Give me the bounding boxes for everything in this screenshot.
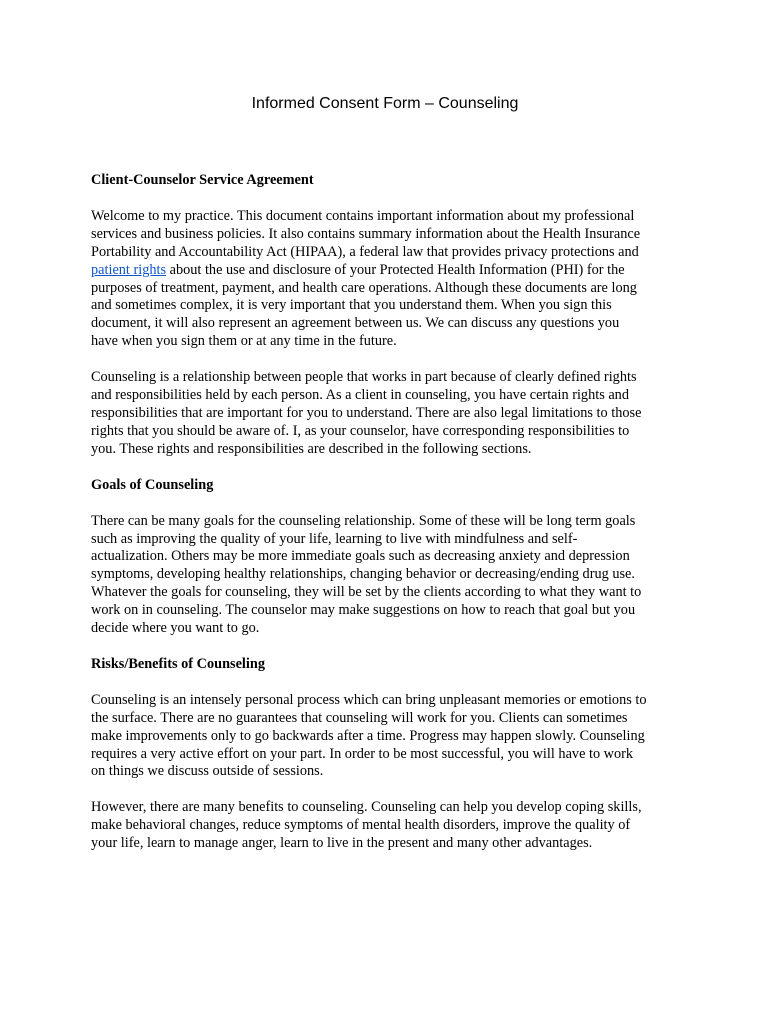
- text-line: There can be many goals for the counseling relationship. Some of these will be long term goals: [91, 512, 636, 529]
- document-body: [91, 172, 683, 871]
- text-line: responsibilities that are important for you to understand. There are also legal limitations to those: [91, 404, 642, 421]
- text-line: requires a very active effort on your part. In order to be most successful, you will have to work: [91, 745, 634, 762]
- text-line: have when you sign them or at any time in the future.: [91, 333, 397, 350]
- text-line: However, there are many benefits to counseling. Counseling can help you develop coping skills,: [91, 799, 642, 816]
- text-line: make behavioral changes, reduce symptoms of mental health disorders, improve the quality of: [91, 817, 631, 834]
- text-line: decide where you want to go.: [91, 620, 260, 637]
- section-heading-service-agreement: Client-Counselor Service Agreement: [91, 172, 314, 188]
- text-line: services and business policies. It also contains summary information about the Health Insurance: [91, 225, 641, 242]
- text-line-with-link: [91, 262, 683, 280]
- text-line: purposes of treatment, payment, and health care operations. Although these documents are long: [91, 279, 637, 296]
- text-line: rights that you should be aware of. I, as your counselor, have corresponding responsibilities to: [91, 422, 630, 439]
- text-line: make improvements only to go backwards after a time. Progress may happen slowly. Counseling: [91, 727, 645, 744]
- paragraph-benefits: [91, 799, 683, 853]
- text-line: symptoms, developing healthy relationships, changing behavior or decreasing/ending drug use.: [91, 566, 635, 583]
- text-fragment: about the use and disclosure of your Protected Health Information (PHI) for the: [166, 261, 625, 278]
- text-line: your life, learn to manage anger, learn to live in the present and many other advantages.: [91, 835, 593, 852]
- text-line: you. These rights and responsibilities are described in the following sections.: [91, 440, 532, 457]
- paragraph-welcome: [91, 208, 683, 351]
- text-line: actualization. Others may be more immediate goals such as decreasing anxiety and depression: [91, 548, 630, 565]
- section-heading-goals: Goals of Counseling: [91, 476, 214, 493]
- text-line: Counseling is a relationship between people that works in part because of clearly defined rights: [91, 369, 637, 386]
- text-line: Portability and Accountability Act (HIPAA), a federal law that provides privacy protections and: [91, 243, 639, 260]
- text-line: Counseling is an intensely personal process which can bring unpleasant memories or emotions to: [91, 691, 647, 708]
- document-title: Informed Consent Form – Counseling: [251, 95, 519, 112]
- paragraph-goals: [91, 513, 683, 638]
- text-line: such as improving the quality of your life, learning to live with mindfulness and self-: [91, 530, 578, 547]
- text-line: and responsibilities held by each person. As a client in counseling, you have certain rights and: [91, 387, 629, 404]
- text-line: the surface. There are no guarantees that counseling will work for you. Clients can sometimes: [91, 709, 628, 726]
- text-line: document, it will also represent an agreement between us. We can discuss any questions you: [91, 315, 620, 332]
- text-line: Welcome to my practice. This document contains important information about my professional: [91, 207, 635, 224]
- paragraph-risks: [91, 692, 683, 782]
- text-line: and sometimes complex, it is very important that you understand them. When you sign this: [91, 297, 612, 314]
- text-line: work on in counseling. The counselor may make suggestions on how to reach that goal but you: [91, 602, 636, 619]
- patient-rights-link[interactable]: patient rights: [91, 261, 167, 278]
- paragraph-relationship: [91, 369, 683, 459]
- text-line: Whatever the goals for counseling, they will be set by the clients according to what they want to: [91, 584, 642, 601]
- section-heading-risks-benefits: Risks/Benefits of Counseling: [91, 655, 265, 672]
- text-line: on things we discuss outside of sessions.: [91, 763, 324, 780]
